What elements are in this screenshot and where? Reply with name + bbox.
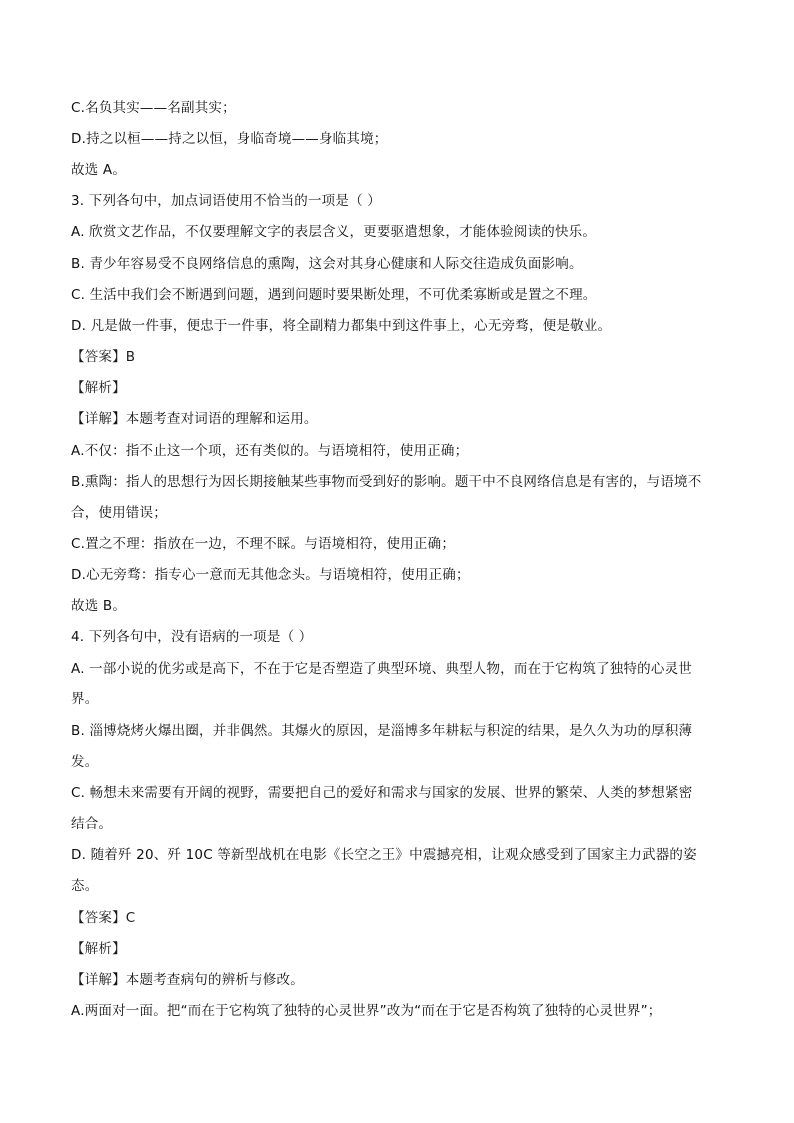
text-line: D.心无旁骛：指专心一意而无其他念头。与语境相符，使用正确； <box>71 567 470 583</box>
text-line: 界。 <box>71 691 99 707</box>
question-4-option-b: B. 淄博烧烤火爆出圈，并非偶然。其爆火的原因，是淄博多年耕耘与积淀的结果，是久久为功的厚积薄 <box>71 723 693 739</box>
detail-label: 【详解】本题考查病句的辨析与修改。 <box>71 972 304 988</box>
question-3-stem: 3. 下列各句中，加点词语使用不恰当的一项是（ ） <box>71 193 381 209</box>
text-line: A.不仅：指不止这一个项，还有类似的。与语境相符，使用正确； <box>71 443 469 459</box>
analysis-label: 【解析】 <box>71 380 126 396</box>
text-line: D.持之以桓——持之以恒，身临奇境——身临其境； <box>71 131 388 147</box>
text-line: 态。 <box>71 878 99 894</box>
answer-label: 【答案】C <box>71 910 136 926</box>
text-line: 故选 A。 <box>71 162 127 178</box>
text-line: A.两面对一面。把“而在于它构筑了独特的心灵世界”改为“而在于它是否构筑了独特的心灵世界”； <box>71 1003 662 1019</box>
text-line: C.名负其实——名副其实； <box>71 100 236 116</box>
question-4-option-d: D. 随着歼 20、歼 10C 等新型战机在电影《长空之王》中震撼亮相，让观众感受到了国家主力武器的姿 <box>71 847 697 863</box>
question-4-stem: 4. 下列各句中，没有语病的一项是（ ） <box>71 629 313 645</box>
question-3-option-a: A. 欣赏文艺作品，不仅要理解文字的表层含义，更要驱遣想象，才能体验阅读的快乐。 <box>71 224 597 240</box>
analysis-label: 【解析】 <box>71 941 126 957</box>
question-3-option-c: C. 生活中我们会不断遇到问题，遇到问题时要果断处理，不可优柔寡断或是置之不理。 <box>71 287 597 303</box>
answer-label: 【答案】B <box>71 349 136 365</box>
text-line: B.熏陶：指人的思想行为因长期接触某些事物而受到好的影响。题干中不良网络信息是有害的，与语境不 <box>71 474 702 490</box>
text-line: 结合。 <box>71 816 113 832</box>
text-line: 发。 <box>71 754 99 770</box>
question-4-option-c: C. 畅想未来需要有开阔的视野，需要把自己的爱好和需求与国家的发展、世界的繁荣、人类的梦想紧密 <box>71 785 693 801</box>
text-line: 合，使用错误； <box>71 505 167 521</box>
text-line: C.置之不理：指放在一边，不理不睬。与语境相符，使用正确； <box>71 536 456 552</box>
question-3-option-b: B. 青少年容易受不良网络信息的熏陶，这会对其身心健康和人际交往造成负面影响。 <box>71 256 583 272</box>
question-3-option-d: D. 凡是做一件事，便忠于一件事，将全副精力都集中到这件事上，心无旁骛，便是敬业。 <box>71 318 612 334</box>
detail-label: 【详解】本题考查对词语的理解和运用。 <box>71 411 318 427</box>
question-4-option-a: A. 一部小说的优劣或是高下，不在于它是否塑造了典型环境、典型人物，而在于它构筑了独特的心灵世 <box>71 661 692 677</box>
text-line: 故选 B。 <box>71 598 127 614</box>
